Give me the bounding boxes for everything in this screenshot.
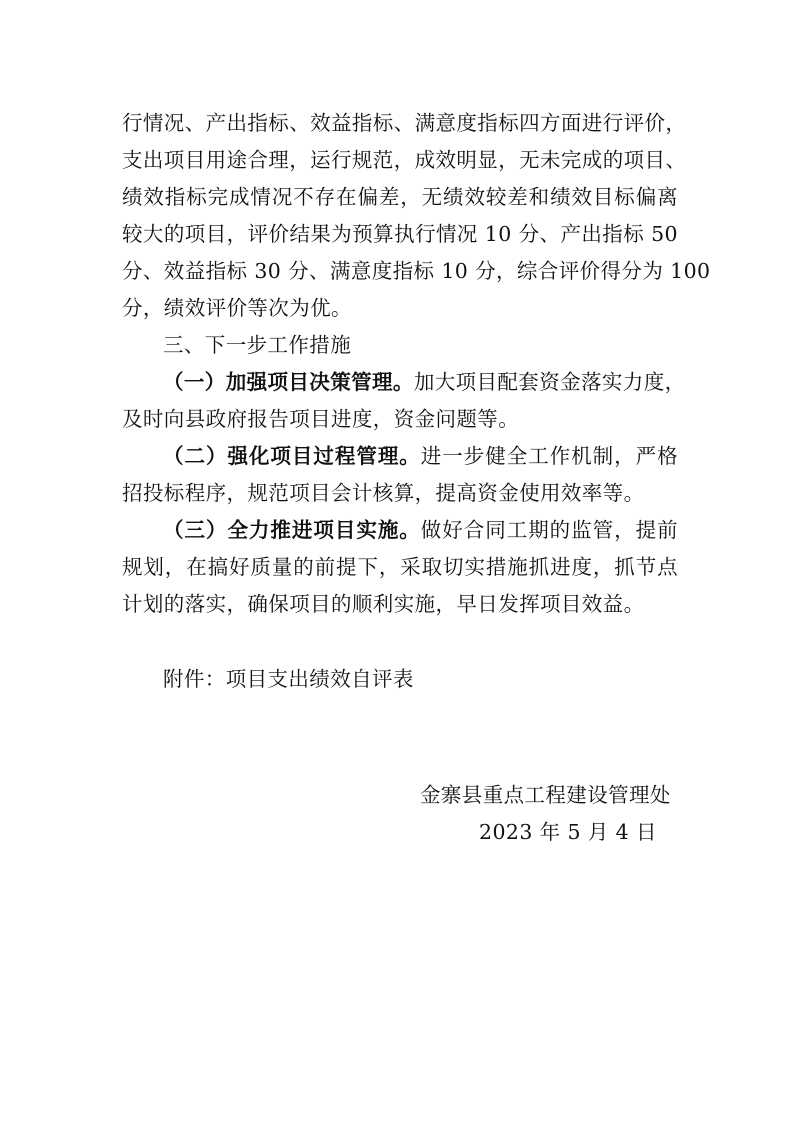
body-line: 及时向县政府报告项目进度，资金问题等。 — [122, 407, 520, 431]
body-line: 分，绩效评价等次为优。 — [122, 296, 352, 320]
body-line: 较大的项目，评价结果为预算执行情况 10 分、产出指标 50 — [122, 222, 678, 246]
measure-item-2-first-line — [163, 437, 678, 475]
measure-title: （一）加强项目决策管理。 — [163, 370, 414, 394]
measure-text: 进一步健全工作机制，严格 — [420, 444, 678, 468]
measure-item-3-first-line — [163, 511, 678, 549]
signature-date: 2023 年 5 月 4 日 — [479, 820, 657, 844]
signature-org: 金寨县重点工程建设管理处 — [420, 783, 671, 807]
measure-text: 做好合同工期的监管，提前 — [420, 518, 678, 542]
body-line: 行情况、产出指标、效益指标、满意度指标四方面进行评价， — [122, 111, 687, 135]
body-line: 规划，在搞好质量的前提下，采取切实措施抓进度，抓节点 — [122, 555, 678, 579]
measure-title: （二）强化项目过程管理。 — [163, 444, 421, 468]
measure-text: 加大项目配套资金落实力度， — [413, 370, 686, 394]
body-line: 招投标程序，规范项目会计核算，提高资金使用效率等。 — [122, 481, 645, 505]
body-line: 分、效益指标 30 分、满意度指标 10 分，综合评价得分为 100 — [122, 259, 711, 283]
section-heading: 三、下一步工作措施 — [163, 333, 352, 357]
body-line: 支出项目用途合理，运行规范，成效明显，无未完成的项目、 — [122, 148, 687, 172]
body-line: 绩效指标完成情况不存在偏差，无绩效较差和绩效目标偏离 — [122, 185, 678, 209]
attachment-note: 附件：项目支出绩效自评表 — [163, 667, 414, 691]
measure-title: （三）全力推进项目实施。 — [163, 518, 421, 542]
body-line: 计划的落实，确保项目的顺利实施，早日发挥项目效益。 — [122, 592, 645, 616]
measure-item-1-first-line — [163, 363, 686, 401]
